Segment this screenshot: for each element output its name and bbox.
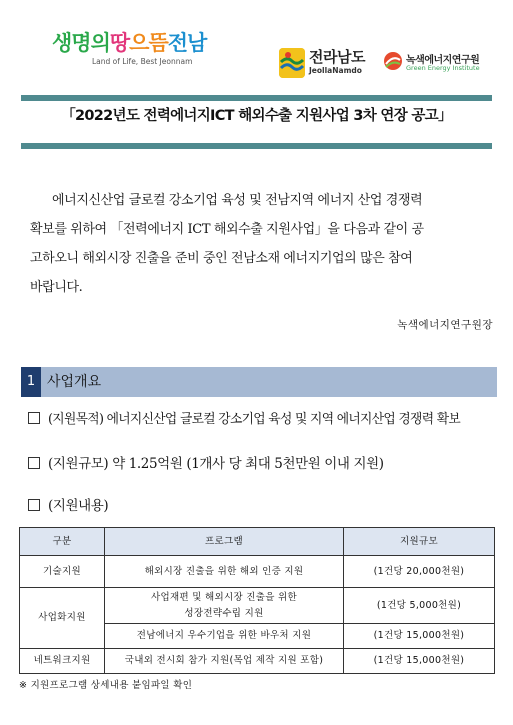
footnote: ※ 지원프로그램 상세내용 붙임파일 확인 <box>19 680 193 691</box>
slogan-part-4: 전남 <box>167 31 207 55</box>
program-table <box>19 527 495 674</box>
bullet-purpose <box>28 408 460 427</box>
checkbox-icon <box>28 412 40 424</box>
program-line-2: 성장전략수립 지원 <box>184 607 264 619</box>
jeollanamdo-emblem-icon <box>279 48 305 78</box>
table-cell-scale: (1건당 20,000천원) <box>344 556 495 588</box>
intro-paragraph <box>30 186 496 302</box>
section-header <box>21 367 497 397</box>
checkbox-icon <box>28 457 40 469</box>
table-cell-program <box>105 588 344 624</box>
jeollanamdo-logo <box>279 48 379 80</box>
title-rule-bottom <box>21 143 492 149</box>
institute-name-en: Green Energy Institute <box>406 64 480 72</box>
table-row <box>20 588 495 624</box>
province-name-kr: 전라남도 <box>309 48 365 66</box>
table-cell-program: 해외시장 진출을 위한 해외 인증 지원 <box>105 556 344 588</box>
slogan-subtitle: Land of Life, Best Jeonnam <box>92 57 193 66</box>
slogan-text <box>52 30 222 56</box>
table-cell-category: 네트워크지원 <box>20 649 105 674</box>
bullet-content-text: (지원내용) <box>48 498 109 514</box>
section-number: 1 <box>21 367 41 397</box>
table-cell-category: 사업화지원 <box>20 588 105 649</box>
slogan-part-1: 생명의 <box>52 31 110 55</box>
bullet-scale-text: (지원규모) 약 1.25억원 (1개사 당 최대 5천만원 이내 지원) <box>48 456 384 472</box>
table-header-category: 구분 <box>20 528 105 556</box>
institute-name-kr: 녹색에너지연구원 <box>406 55 480 66</box>
green-energy-institute-logo <box>383 51 493 79</box>
section-title: 사업개요 <box>47 374 102 390</box>
table-header-scale: 지원규모 <box>344 528 495 556</box>
table-header-row <box>20 528 495 556</box>
table-cell-scale: (1건당 5,000천원) <box>344 588 495 624</box>
bullet-purpose-text: (지원목적) 에너지신산업 글로컬 강소기업 육성 및 지역 에너지산업 경쟁력 확보 <box>48 412 461 427</box>
table-row <box>20 556 495 588</box>
intro-line-4: 바랍니다. <box>30 280 83 295</box>
intro-line-1: 에너지신산업 글로컬 강소기업 육성 및 전남지역 에너지 산업 경쟁력 <box>52 193 423 208</box>
jeonnam-slogan-logo <box>52 30 222 82</box>
bullet-scale <box>28 452 384 472</box>
intro-line-2: 확보를 위하여 「전력에너지 ICT 해외수출 지원사업」을 다음과 같이 공 <box>30 222 424 237</box>
bullet-content <box>28 494 108 514</box>
table-cell-scale: (1건당 15,000천원) <box>344 649 495 674</box>
slogan-part-2: 땅 <box>109 31 130 55</box>
institute-emblem-icon <box>383 51 403 71</box>
slogan-part-3: 으뜸 <box>129 31 168 55</box>
province-name-en: JeollaNamdo <box>309 66 362 75</box>
page-title: 「2022년도 전력에너지ICT 해외수출 지원사업 3차 연장 공고」 <box>61 108 452 124</box>
table-cell-scale: (1건당 15,000천원) <box>344 624 495 649</box>
table-cell-program: 국내외 전시회 참가 지원(목업 제작 지원 포함) <box>105 649 344 674</box>
table-header-program: 프로그램 <box>105 528 344 556</box>
intro-line-3: 고하오니 해외시장 진출을 준비 중인 전남소재 에너지기업의 많은 참여 <box>30 251 413 266</box>
title-rule-top <box>21 95 492 101</box>
checkbox-icon <box>28 499 40 511</box>
table-row <box>20 649 495 674</box>
table-cell-program: 전남에너지 우수기업을 위한 바우처 지원 <box>105 624 344 649</box>
program-line-1: 사업재편 및 해외시장 진출을 위한 <box>151 591 297 603</box>
signer: 녹색에너지연구원장 <box>397 319 493 331</box>
table-cell-category: 기술지원 <box>20 556 105 588</box>
